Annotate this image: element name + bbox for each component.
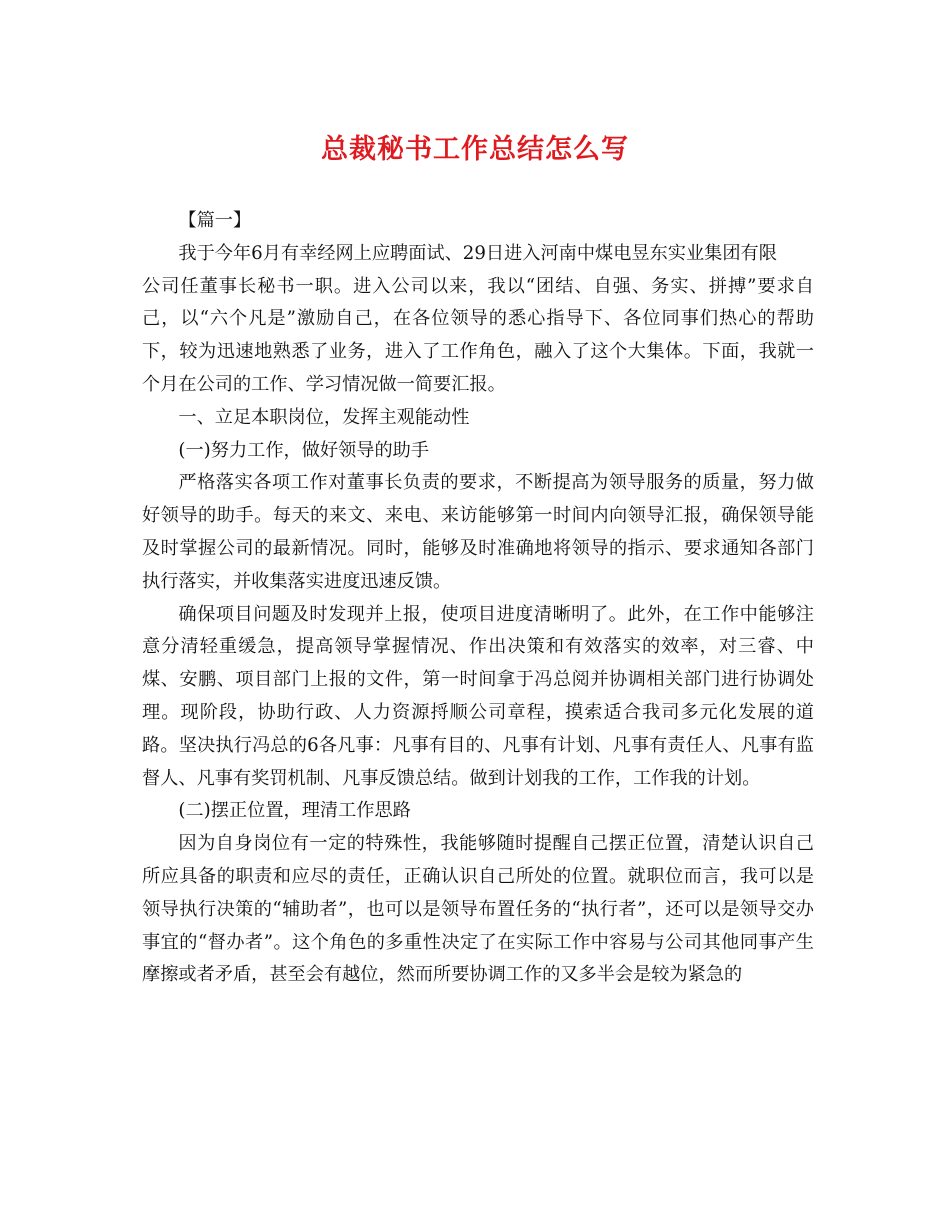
document-title: 总裁秘书工作总结怎么写 xyxy=(321,134,629,165)
heading-subsection-1-1: (一)努力工作，做好领导的助手 xyxy=(178,439,430,461)
intro-first-line: 我于今年6月有幸经网上应聘面试、29日进入河南中煤电昱东实业集团有限 xyxy=(178,242,777,264)
paragraph-1: 严格落实各项工作对董事长负责的要求，不断提高为领导服务的质量，努力做好领导的助手。每天的来文、来电、来访能够第一时间内向领导汇报，确保领导能及时掌握公司的最新情况。同时，能够及时准确地将领导的指示、要求通知各部门执行落实，并收集落实进度迅速反馈。 xyxy=(142,472,814,592)
section-label: 【篇一】 xyxy=(178,210,252,231)
heading-subsection-1-2: (二)摆正位置，理清工作思路 xyxy=(178,800,411,822)
paragraph-3: 因为自身岗位有一定的特殊性，我能够随时提醒自己摆正位置，清楚认识自己所应具备的职责和应尽的责任，正确认识自己所处的位置。就职位而言，我可以是领导执行决策的“辅助者”，也可以是领导布置任务的“执行者”，还可以是领导交办事宜的“督办者”。这个角色的多重性决定了在实际工作中容易与公司其他同事产生摩擦或者矛盾，甚至会有越位，然而所要协调工作的又多半会是较为紧急的 xyxy=(142,833,814,986)
paragraph-2: 确保项目问题及时发现并上报，使项目进度清晰明了。此外，在工作中能够注意分清轻重缓急，提高领导掌握情况、作出决策和有效落实的效率，对三睿、中煤、安鹏、项目部门上报的文件，第一时间拿于冯总阅并协调相关部门进行协调处理。现阶段，协助行政、人力资源捋顺公司章程，摸索适合我司多元化发展的道路。坚决执行冯总的6各凡事：凡事有目的、凡事有计划、凡事有责任人、凡事有监督人、凡事有奖罚机制、凡事反馈总结。做到计划我的工作，工作我的计划。 xyxy=(142,603,814,789)
intro-paragraph: 公司任董事长秘书一职。进入公司以来，我以“团结、自强、务实、拼搏”要求自己，以“六个凡是”激励自己，在各位领导的悉心指导下、各位同事们热心的帮助下，较为迅速地熟悉了业务，进入了工作角色，融入了这个大集体。下面，我就一个月在公司的工作、学习情况做一简要汇报。 xyxy=(142,275,814,395)
heading-section-1: 一、立足本职岗位，发挥主观能动性 xyxy=(178,406,470,428)
document-body xyxy=(142,205,814,992)
